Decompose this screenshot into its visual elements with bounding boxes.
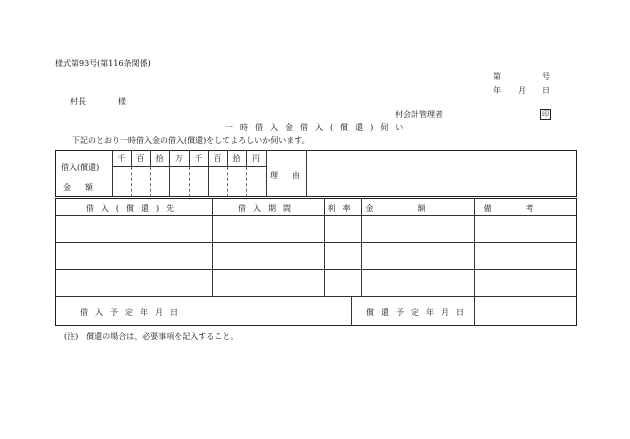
amount-label-line1: 借入(償還): [61, 163, 100, 172]
digit-label: 千: [117, 154, 126, 163]
repay-date-field[interactable]: [476, 298, 576, 325]
digit-label: 百: [213, 154, 222, 163]
column-header-rate: 利率: [327, 204, 358, 213]
amount-label-line2: 金額: [63, 183, 107, 192]
amount-cell[interactable]: [362, 243, 473, 268]
intro-text: 下記のとおり一時借入金の借入(償還)をしてよろしいか伺います。: [72, 136, 310, 145]
column-header-amount: 金額: [365, 204, 470, 213]
date-day: 日: [542, 86, 550, 95]
date-month: 月: [518, 86, 526, 95]
column-header-period: 借入期間: [238, 204, 298, 213]
digit-label: 万: [175, 154, 183, 163]
addressee-title: 村長: [70, 97, 86, 106]
seal-mark: 印: [542, 110, 549, 118]
date-year: 年: [493, 86, 501, 95]
amount-cell[interactable]: [362, 216, 473, 241]
sender-title: 村会計管理者: [395, 110, 443, 119]
form-number: 様式第93号(第116条関係): [55, 59, 151, 68]
remarks-cell[interactable]: [475, 243, 576, 268]
document-number-prefix: 第: [493, 72, 501, 81]
remarks-cell[interactable]: [475, 270, 576, 295]
digit-label: 百: [136, 154, 145, 163]
rate-cell[interactable]: [325, 243, 360, 268]
addressee-honorific: 様: [118, 97, 126, 106]
lender-cell[interactable]: [56, 270, 211, 295]
footnote: (注) 償還の場合は、必要事項を記入すること。: [64, 332, 239, 341]
rate-cell[interactable]: [325, 270, 360, 295]
rate-cell[interactable]: [325, 216, 360, 241]
lender-cell[interactable]: [56, 216, 211, 241]
digit-label: 円: [252, 154, 260, 163]
period-cell[interactable]: [213, 243, 323, 268]
document-number-suffix: 号: [542, 72, 550, 81]
borrow-date-label: 借入予定年月日: [80, 308, 185, 317]
digit-label: 拾: [232, 154, 241, 163]
repay-date-label: 償還予定年月日: [366, 308, 471, 317]
digit-label: 拾: [155, 154, 164, 163]
lender-cell[interactable]: [56, 243, 211, 268]
column-header-remarks: 備考: [483, 204, 568, 213]
column-header-lender: 借入(償還)先: [85, 204, 182, 213]
remarks-cell[interactable]: [475, 216, 576, 241]
borrow-date-field[interactable]: [214, 298, 350, 325]
document-title: 一時借入金借入(償還)伺い: [225, 123, 411, 132]
reason-field[interactable]: [310, 154, 572, 192]
amount-cell[interactable]: [362, 270, 473, 295]
period-cell[interactable]: [213, 270, 323, 295]
reason-label: 理由: [270, 171, 314, 180]
digit-label: 千: [194, 154, 203, 163]
period-cell[interactable]: [213, 216, 323, 241]
